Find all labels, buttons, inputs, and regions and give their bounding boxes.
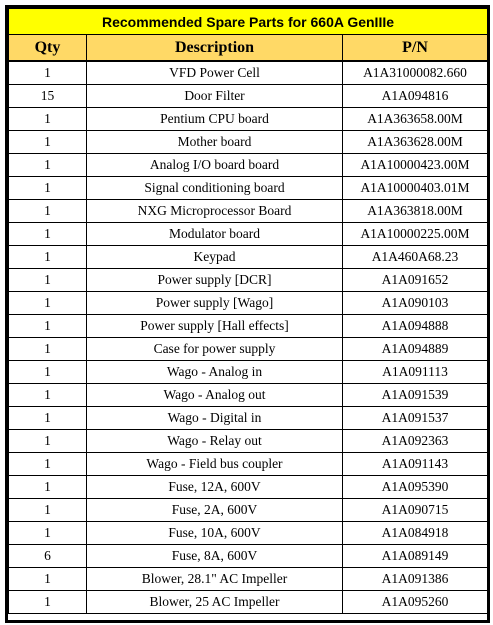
cell-qty: 1 xyxy=(9,315,87,338)
cell-description: Fuse, 10A, 600V xyxy=(87,522,343,545)
table-row xyxy=(9,591,488,614)
table-row xyxy=(9,315,488,338)
cell-pn: A1A091386 xyxy=(343,568,488,591)
cell-description: Wago - Analog in xyxy=(87,361,343,384)
table-body xyxy=(9,61,488,614)
cell-pn: A1A095260 xyxy=(343,591,488,614)
cell-qty: 1 xyxy=(9,200,87,223)
cell-description: Modulator board xyxy=(87,223,343,246)
spare-parts-table xyxy=(8,8,488,614)
table-row xyxy=(9,154,488,177)
table-row xyxy=(9,407,488,430)
cell-qty: 1 xyxy=(9,154,87,177)
cell-qty: 1 xyxy=(9,246,87,269)
cell-qty: 1 xyxy=(9,61,87,85)
cell-description: Door Filter xyxy=(87,85,343,108)
table-row xyxy=(9,338,488,361)
cell-description: Fuse, 8A, 600V xyxy=(87,545,343,568)
cell-qty: 1 xyxy=(9,568,87,591)
cell-description: Fuse, 12A, 600V xyxy=(87,476,343,499)
cell-qty: 1 xyxy=(9,407,87,430)
table-row xyxy=(9,476,488,499)
cell-qty: 6 xyxy=(9,545,87,568)
cell-qty: 1 xyxy=(9,292,87,315)
cell-description: Wago - Analog out xyxy=(87,384,343,407)
cell-qty: 1 xyxy=(9,453,87,476)
table-row xyxy=(9,246,488,269)
table-row xyxy=(9,108,488,131)
cell-description: Wago - Digital in xyxy=(87,407,343,430)
cell-qty: 1 xyxy=(9,269,87,292)
cell-qty: 1 xyxy=(9,499,87,522)
spare-parts-table-frame xyxy=(5,5,490,623)
table-row xyxy=(9,453,488,476)
cell-description: VFD Power Cell xyxy=(87,61,343,85)
table-row xyxy=(9,131,488,154)
cell-qty: 1 xyxy=(9,223,87,246)
column-header-pn: P/N xyxy=(343,35,488,62)
cell-pn: A1A090715 xyxy=(343,499,488,522)
cell-pn: A1A363818.00M xyxy=(343,200,488,223)
cell-pn: A1A10000225.00M xyxy=(343,223,488,246)
table-row xyxy=(9,85,488,108)
cell-qty: 1 xyxy=(9,361,87,384)
cell-pn: A1A091143 xyxy=(343,453,488,476)
cell-pn: A1A091652 xyxy=(343,269,488,292)
table-title-row xyxy=(9,9,488,35)
cell-pn: A1A091537 xyxy=(343,407,488,430)
cell-description: Analog I/O board board xyxy=(87,154,343,177)
cell-pn: A1A094816 xyxy=(343,85,488,108)
table-row xyxy=(9,61,488,85)
cell-pn: A1A091113 xyxy=(343,361,488,384)
cell-qty: 15 xyxy=(9,85,87,108)
cell-description: Mother board xyxy=(87,131,343,154)
cell-pn: A1A084918 xyxy=(343,522,488,545)
cell-pn: A1A10000403.01M xyxy=(343,177,488,200)
cell-description: Wago - Relay out xyxy=(87,430,343,453)
table-row xyxy=(9,361,488,384)
cell-qty: 1 xyxy=(9,131,87,154)
cell-pn: A1A363658.00M xyxy=(343,108,488,131)
column-header-description: Description xyxy=(87,35,343,62)
cell-description: Blower, 25 AC Impeller xyxy=(87,591,343,614)
table-title: Recommended Spare Parts for 660A GenIIIe xyxy=(9,9,488,35)
cell-qty: 1 xyxy=(9,476,87,499)
cell-description: Wago - Field bus coupler xyxy=(87,453,343,476)
cell-pn: A1A31000082.660 xyxy=(343,61,488,85)
cell-description: Power supply [DCR] xyxy=(87,269,343,292)
cell-pn: A1A092363 xyxy=(343,430,488,453)
table-row xyxy=(9,430,488,453)
cell-description: Signal conditioning board xyxy=(87,177,343,200)
cell-qty: 1 xyxy=(9,522,87,545)
cell-qty: 1 xyxy=(9,338,87,361)
table-row xyxy=(9,223,488,246)
table-row xyxy=(9,177,488,200)
cell-pn: A1A10000423.00M xyxy=(343,154,488,177)
table-header-row xyxy=(9,35,488,62)
table-row xyxy=(9,269,488,292)
cell-description: Case for power supply xyxy=(87,338,343,361)
cell-description: Power supply [Hall effects] xyxy=(87,315,343,338)
table-row xyxy=(9,545,488,568)
cell-description: Blower, 28.1" AC Impeller xyxy=(87,568,343,591)
cell-pn: A1A089149 xyxy=(343,545,488,568)
column-header-qty: Qty xyxy=(9,35,87,62)
cell-description: Pentium CPU board xyxy=(87,108,343,131)
table-row xyxy=(9,499,488,522)
cell-pn: A1A095390 xyxy=(343,476,488,499)
cell-pn: A1A460A68.23 xyxy=(343,246,488,269)
cell-pn: A1A094889 xyxy=(343,338,488,361)
cell-qty: 1 xyxy=(9,108,87,131)
cell-description: Fuse, 2A, 600V xyxy=(87,499,343,522)
cell-pn: A1A091539 xyxy=(343,384,488,407)
cell-pn: A1A090103 xyxy=(343,292,488,315)
table-row xyxy=(9,384,488,407)
cell-description: Keypad xyxy=(87,246,343,269)
table-row xyxy=(9,200,488,223)
cell-qty: 1 xyxy=(9,384,87,407)
cell-description: Power supply [Wago] xyxy=(87,292,343,315)
cell-description: NXG Microprocessor Board xyxy=(87,200,343,223)
table-row xyxy=(9,568,488,591)
table-row xyxy=(9,292,488,315)
cell-pn: A1A363628.00M xyxy=(343,131,488,154)
cell-qty: 1 xyxy=(9,177,87,200)
cell-qty: 1 xyxy=(9,430,87,453)
table-row xyxy=(9,522,488,545)
cell-pn: A1A094888 xyxy=(343,315,488,338)
cell-qty: 1 xyxy=(9,591,87,614)
